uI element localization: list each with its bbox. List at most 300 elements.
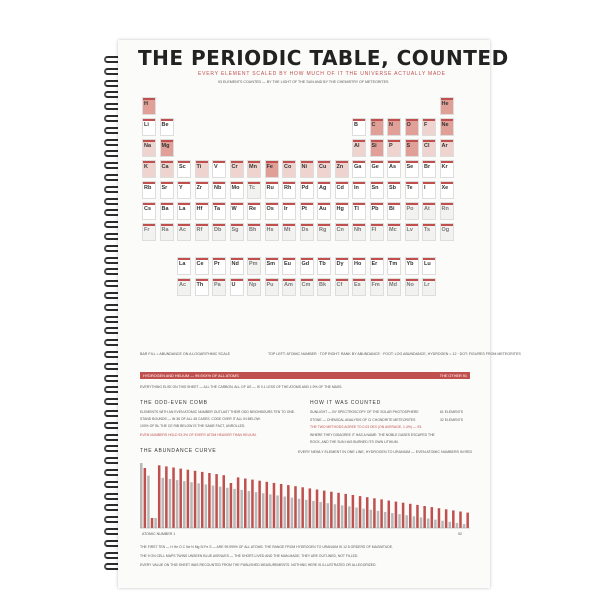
- element-cell: [300, 257, 314, 275]
- abundance-bar: [276, 495, 279, 528]
- abundance-bar: [226, 488, 229, 528]
- banner-left: HYDROGEN AND HELIUM — 99.9XX% OF ALL ATOMS: [143, 373, 239, 378]
- abundance-bar: [466, 513, 469, 528]
- element-symbol: La: [179, 260, 186, 267]
- element-symbol: Ra: [161, 227, 169, 233]
- element-cell: [352, 202, 366, 220]
- element-cell: [300, 278, 314, 296]
- element-cell: [265, 181, 279, 199]
- element-symbol: Cn: [336, 227, 344, 233]
- abundance-bar: [151, 518, 154, 528]
- element-symbol: Es: [354, 281, 361, 288]
- abundance-bar: [413, 516, 416, 528]
- element-symbol: Kr: [441, 164, 448, 170]
- abundance-bar: [312, 501, 315, 528]
- abundance-bar: [384, 512, 387, 528]
- element-symbol: Pu: [266, 281, 274, 288]
- abundance-bar: [213, 258, 225, 260]
- element-cell: [177, 257, 191, 275]
- element-cell: [405, 223, 419, 241]
- abundance-bar: [448, 522, 451, 528]
- odd-even-highlight: EVEN NUMBERS HOLD 93.3% OF EVERY ATOM HEAVIER THAN HELIUM.: [140, 433, 257, 437]
- element-symbol: At: [424, 206, 430, 212]
- abundance-bar: [459, 512, 462, 529]
- element-cell: [247, 160, 261, 178]
- abundance-bar: [406, 161, 418, 163]
- element-symbol: Rb: [144, 185, 152, 191]
- element-symbol: Lr: [424, 281, 430, 288]
- element-symbol: La: [179, 206, 186, 212]
- abundance-bar: [388, 258, 400, 260]
- abundance-bar: [231, 161, 243, 163]
- element-symbol: Ds: [301, 227, 309, 233]
- abundance-bar: [197, 483, 200, 528]
- element-symbol: In: [354, 185, 359, 191]
- abundance-bar: [370, 510, 373, 528]
- element-symbol: Md: [389, 281, 397, 288]
- abundance-bar: [178, 182, 190, 184]
- element-symbol: Cm: [301, 281, 311, 288]
- abundance-bar: [140, 463, 143, 528]
- abundance-bar: [319, 502, 322, 528]
- element-cell: [370, 202, 384, 220]
- abundance-bar: [441, 224, 453, 226]
- abundance-bar: [248, 491, 251, 528]
- element-symbol: He: [441, 101, 449, 107]
- element-symbol: Rn: [441, 206, 449, 212]
- abundance-bar: [280, 484, 283, 528]
- abundance-bar: [309, 488, 312, 528]
- abundance-bar: [213, 203, 225, 205]
- element-cell: [440, 223, 454, 241]
- element-cell: [177, 223, 191, 241]
- abundance-bar: [463, 524, 466, 528]
- footer-line: THE FIRST TEN — H He O C Ne N Mg Si Fe S — ARE 99.999% OF ALL ATOMS. THE RANGE FROM HYDROGEN TO URANIUM IS 12.5 ORDERS OF MAGNITUDE.: [140, 545, 394, 549]
- element-cell: [247, 223, 261, 241]
- counted-row-value: 61 ELEMENTS: [440, 410, 463, 414]
- abundance-bar: [301, 487, 304, 528]
- abundance-bar: [336, 182, 348, 184]
- curve-axis-left: ATOMIC NUMBER 1: [142, 532, 176, 536]
- abundance-bar: [441, 161, 453, 163]
- abundance-bar: [283, 161, 295, 163]
- element-symbol: Bi: [389, 206, 395, 212]
- abundance-bar: [143, 203, 155, 205]
- element-symbol: Dy: [336, 260, 344, 267]
- abundance-bar: [251, 480, 254, 528]
- abundance-bar: [178, 203, 190, 205]
- abundance-bar: [318, 182, 330, 184]
- element-symbol: Al: [354, 143, 360, 149]
- element-cell: [282, 181, 296, 199]
- element-symbol: Db: [214, 227, 222, 233]
- abundance-bar: [161, 182, 173, 184]
- element-cell: [352, 139, 366, 157]
- abundance-bar: [353, 182, 365, 184]
- abundance-bar: [388, 279, 400, 281]
- element-symbol: Ho: [354, 260, 362, 267]
- element-cell: [387, 181, 401, 199]
- element-symbol: Co: [284, 164, 292, 170]
- element-cell: [317, 160, 331, 178]
- element-symbol: Fr: [144, 227, 150, 233]
- element-cell: [195, 181, 209, 199]
- abundance-bar: [423, 182, 435, 184]
- abundance-bar: [336, 258, 348, 260]
- abundance-bar: [301, 258, 313, 260]
- abundance-bar: [441, 203, 453, 205]
- abundance-bar: [266, 161, 278, 163]
- footer-line: EVERY VALUE ON THIS SHEET WAS RECOUNTED FROM THE PUBLISHED MEASUREMENTS. NOTHING HERE IS ILLUSTRATED OR ALLEGORIZED.: [140, 563, 377, 567]
- element-symbol: V: [214, 164, 218, 170]
- element-symbol: U: [231, 281, 236, 288]
- abundance-bar: [423, 161, 435, 163]
- abundance-bar: [196, 161, 208, 163]
- element-symbol: Mc: [389, 227, 397, 233]
- legend-right: TOP LEFT: ATOMIC NUMBER · TOP RIGHT: RANK BY ABUNDANCE · FOOT: LOG ABUNDANCE, HYDROGEN = 12 · DOT: FIGURES FROM METEORITES: [268, 352, 521, 356]
- element-cell: [142, 139, 156, 157]
- element-symbol: Ar: [441, 143, 448, 149]
- counted-row-label: ROCK, AND THE SUN HAS BURNED ITS OWN LITHIUM.: [310, 440, 399, 444]
- element-symbol: Tb: [319, 260, 326, 267]
- element-cell: [212, 223, 226, 241]
- abundance-bar: [353, 119, 365, 121]
- element-symbol: Mt: [284, 227, 291, 233]
- abundance-bar: [441, 182, 453, 184]
- element-symbol: Ir: [284, 206, 288, 212]
- abundance-bar: [208, 473, 211, 528]
- banner-note: EVERYTHING ELSE ON THIS SHEET — ALL THE CARBON, ALL OF US — IS 0.1 LESS OF THE ATOMS AND 1.9% OF THE MASS.: [140, 385, 343, 389]
- abundance-bar: [144, 468, 147, 528]
- legend-left: BAR FILL = ABUNDANCE ON A LOGARITHMIC SCALE: [140, 352, 231, 356]
- abundance-bar: [240, 490, 243, 528]
- abundance-bar: [336, 279, 348, 281]
- element-symbol: As: [389, 164, 397, 170]
- abundance-bar: [318, 279, 330, 281]
- abundance-bar: [196, 279, 208, 281]
- element-cell: [317, 278, 331, 296]
- counted-row-label: WHERE THEY DISAGREE IT HAS A NAME: THE NOBLE GASES ESCAPED THE: [310, 432, 435, 437]
- element-symbol: O: [406, 122, 411, 128]
- element-symbol: Pd: [301, 185, 309, 191]
- element-cell: [422, 202, 436, 220]
- element-cell: [317, 202, 331, 220]
- abundance-bar: [301, 161, 313, 163]
- element-cell: [370, 160, 384, 178]
- abundance-bar: [169, 479, 172, 528]
- element-cell: [282, 223, 296, 241]
- element-cell: [387, 278, 401, 296]
- abundance-bar: [353, 258, 365, 260]
- element-symbol: Ni: [301, 164, 307, 170]
- element-symbol: Rf: [196, 227, 203, 233]
- abundance-bar: [143, 182, 155, 184]
- element-symbol: Ce: [196, 260, 204, 267]
- abundance-bar: [196, 203, 208, 205]
- abundance-bar: [441, 521, 444, 528]
- element-symbol: Sc: [179, 164, 186, 170]
- element-cell: [405, 118, 419, 136]
- abundance-bar: [388, 203, 400, 205]
- abundance-bar: [143, 224, 155, 226]
- element-symbol: Y: [179, 185, 183, 191]
- element-symbol: Og: [441, 227, 450, 233]
- element-cell: [370, 223, 384, 241]
- abundance-bar: [371, 182, 383, 184]
- element-cell: [370, 181, 384, 199]
- abundance-bar: [371, 161, 383, 163]
- element-cell: [300, 202, 314, 220]
- abundance-bar: [406, 279, 418, 281]
- abundance-bar: [406, 203, 418, 205]
- abundance-bar: [213, 161, 225, 163]
- element-symbol: Fl: [371, 227, 377, 233]
- abundance-bar: [377, 511, 380, 528]
- abundance-bar: [371, 203, 383, 205]
- element-cell: [440, 202, 454, 220]
- element-symbol: Ne: [441, 122, 449, 128]
- element-symbol: Na: [144, 143, 152, 149]
- element-cell: [422, 257, 436, 275]
- abundance-bar: [179, 469, 182, 528]
- element-cell: [387, 257, 401, 275]
- abundance-bar: [336, 161, 348, 163]
- abundance-bar: [178, 279, 190, 281]
- abundance-bar: [391, 513, 394, 528]
- abundance-bar: [196, 224, 208, 226]
- counted-row-label: THE TWO METHODS AGREE TO 0.03 DEX (ON AVERAGE, 1-4%) — 93.: [310, 425, 423, 429]
- element-symbol: Pr: [214, 260, 220, 267]
- element-symbol: Au: [319, 206, 327, 212]
- element-cell: [282, 278, 296, 296]
- element-symbol: Mn: [249, 164, 257, 170]
- element-cell: [370, 278, 384, 296]
- abundance-bar: [205, 484, 208, 528]
- element-cell: [335, 160, 349, 178]
- abundance-bar: [283, 224, 295, 226]
- element-symbol: Xe: [441, 185, 449, 191]
- top-note: 93 ELEMENTS COUNTED — BY THE LIGHT OF THE SUN AND BY THE CHEMISTRY OF METEORITES: [218, 80, 389, 84]
- element-symbol: Si: [371, 143, 377, 149]
- element-symbol: Hg: [336, 206, 344, 212]
- abundance-bar: [283, 203, 295, 205]
- element-symbol: Cd: [336, 185, 344, 191]
- element-symbol: Ac: [179, 281, 187, 288]
- element-symbol: Br: [424, 164, 431, 170]
- element-symbol: Ca: [161, 164, 169, 170]
- element-cell: [387, 118, 401, 136]
- abundance-bar: [248, 224, 260, 226]
- element-symbol: Sb: [389, 185, 397, 191]
- element-cell: [440, 139, 454, 157]
- element-symbol: Cr: [231, 164, 238, 170]
- element-cell: [422, 223, 436, 241]
- element-symbol: Pb: [371, 206, 379, 212]
- element-symbol: Pa: [214, 281, 221, 288]
- element-cell: [422, 139, 436, 157]
- element-symbol: Po: [406, 206, 414, 212]
- abundance-bar: [445, 509, 448, 528]
- abundance-bar: [266, 279, 278, 281]
- element-symbol: Zn: [336, 164, 344, 170]
- element-cell: [387, 139, 401, 157]
- element-symbol: Th: [196, 281, 204, 288]
- abundance-bar: [301, 279, 313, 281]
- abundance-bar: [215, 474, 218, 528]
- element-symbol: F: [424, 122, 428, 128]
- abundance-bar: [371, 140, 383, 142]
- odd-even-title: THE ODD-EVEN COMB: [140, 400, 208, 406]
- element-symbol: Ac: [179, 227, 187, 233]
- element-cell: [440, 97, 454, 115]
- element-cell: [265, 202, 279, 220]
- abundance-bar: [172, 468, 175, 529]
- element-cell: [282, 202, 296, 220]
- abundance-bar: [423, 506, 426, 528]
- abundance-bar: [194, 471, 197, 528]
- abundance-bar: [283, 258, 295, 260]
- abundance-bar: [388, 182, 400, 184]
- abundance-bar: [434, 520, 437, 528]
- element-symbol: Fm: [371, 281, 380, 288]
- abundance-bar: [291, 498, 294, 528]
- element-symbol: Np: [249, 281, 257, 288]
- banner-right: THE OTHER 91: [439, 373, 467, 378]
- abundance-bar: [336, 224, 348, 226]
- element-symbol: S: [406, 143, 411, 149]
- element-cell: [335, 278, 349, 296]
- abundance-bar: [441, 119, 453, 121]
- abundance-bar: [409, 504, 412, 528]
- element-cell: [160, 223, 174, 241]
- abundance-bar: [423, 258, 435, 260]
- element-cell: [440, 160, 454, 178]
- abundance-bar: [341, 505, 344, 528]
- element-cell: [212, 202, 226, 220]
- abundance-bar: [212, 486, 215, 528]
- element-symbol: Sm: [266, 260, 276, 267]
- abundance-bar: [353, 140, 365, 142]
- element-cell: [405, 181, 419, 199]
- element-symbol: Cs: [144, 206, 152, 212]
- element-symbol: Sr: [161, 185, 168, 191]
- abundance-bar: [201, 472, 204, 528]
- abundance-bar: [178, 224, 190, 226]
- element-cell: [230, 181, 244, 199]
- abundance-bar: [248, 258, 260, 260]
- element-symbol: Fe: [266, 164, 273, 170]
- element-symbol: Am: [284, 281, 293, 288]
- counted-row-value: 32 ELEMENTS: [440, 417, 463, 422]
- element-symbol: B: [354, 122, 358, 128]
- element-symbol: Tm: [389, 260, 398, 267]
- abundance-bar: [244, 479, 247, 529]
- element-symbol: Se: [406, 164, 414, 170]
- element-cell: [160, 139, 174, 157]
- abundance-bar: [196, 258, 208, 260]
- abundance-bar: [161, 224, 173, 226]
- element-symbol: Hs: [266, 227, 274, 233]
- abundance-bar: [336, 203, 348, 205]
- abundance-bar: [423, 119, 435, 121]
- abundance-bar: [366, 497, 369, 528]
- element-cell: [352, 118, 366, 136]
- abundance-bar: [388, 501, 391, 529]
- abundance-bar: [283, 182, 295, 184]
- element-cell: [387, 223, 401, 241]
- element-cell: [405, 160, 419, 178]
- element-cell: [247, 257, 261, 275]
- element-cell: [405, 139, 419, 157]
- abundance-bar: [388, 161, 400, 163]
- abundance-bar: [423, 224, 435, 226]
- abundance-bar: [305, 500, 308, 528]
- element-cell: [230, 223, 244, 241]
- abundance-bar: [395, 502, 398, 528]
- element-cell: [142, 160, 156, 178]
- element-cell: [317, 181, 331, 199]
- abundance-curve: [140, 460, 470, 530]
- element-cell: [300, 223, 314, 241]
- abundance-bar: [344, 494, 347, 528]
- abundance-bar: [183, 481, 186, 528]
- abundance-bar: [231, 258, 243, 260]
- odd-even-line: 100% OF BL THE CE RIB BELOW IS THE SAME FACT, UNROLLED.: [140, 424, 246, 428]
- element-cell: [387, 160, 401, 178]
- abundance-bar: [301, 182, 313, 184]
- element-symbol: Pm: [249, 260, 258, 267]
- abundance-bar: [298, 499, 301, 528]
- element-symbol: K: [144, 164, 148, 170]
- abundance-bar: [287, 485, 290, 528]
- abundance-bar: [231, 279, 243, 281]
- element-cell: [265, 160, 279, 178]
- element-cell: [405, 202, 419, 220]
- abundance-bar: [213, 224, 225, 226]
- abundance-bar: [190, 482, 193, 528]
- abundance-bar: [406, 258, 418, 260]
- poster-subtitle: EVERY ELEMENT SCALED BY HOW MUCH OF IT THE UNIVERSE ACTUALLY MADE: [198, 71, 446, 77]
- abundance-bar: [233, 489, 236, 528]
- abundance-bar: [266, 182, 278, 184]
- element-cell: [352, 181, 366, 199]
- abundance-bar: [223, 475, 226, 528]
- abundance-bar: [178, 258, 190, 260]
- abundance-bar: [255, 492, 258, 528]
- poster-title: THE PERIODIC TABLE, COUNTED: [138, 46, 509, 70]
- abundance-bar: [373, 498, 376, 528]
- element-cell: [352, 160, 366, 178]
- abundance-bar: [178, 161, 190, 163]
- abundance-bar: [423, 140, 435, 142]
- abundance-bar: [219, 487, 222, 528]
- hydrogen-helium-banner: [140, 372, 470, 379]
- abundance-bar: [262, 493, 265, 528]
- element-symbol: Cu: [319, 164, 327, 170]
- abundance-bar: [294, 486, 297, 528]
- abundance-bar: [355, 508, 358, 528]
- element-cell: [422, 181, 436, 199]
- element-cell: [265, 278, 279, 296]
- abundance-bar: [438, 508, 441, 528]
- abundance-bar: [388, 140, 400, 142]
- element-cell: [440, 118, 454, 136]
- element-symbol: No: [406, 281, 414, 288]
- element-cell: [352, 257, 366, 275]
- abundance-bar: [352, 495, 355, 528]
- element-cell: [142, 118, 156, 136]
- abundance-bar: [162, 478, 165, 528]
